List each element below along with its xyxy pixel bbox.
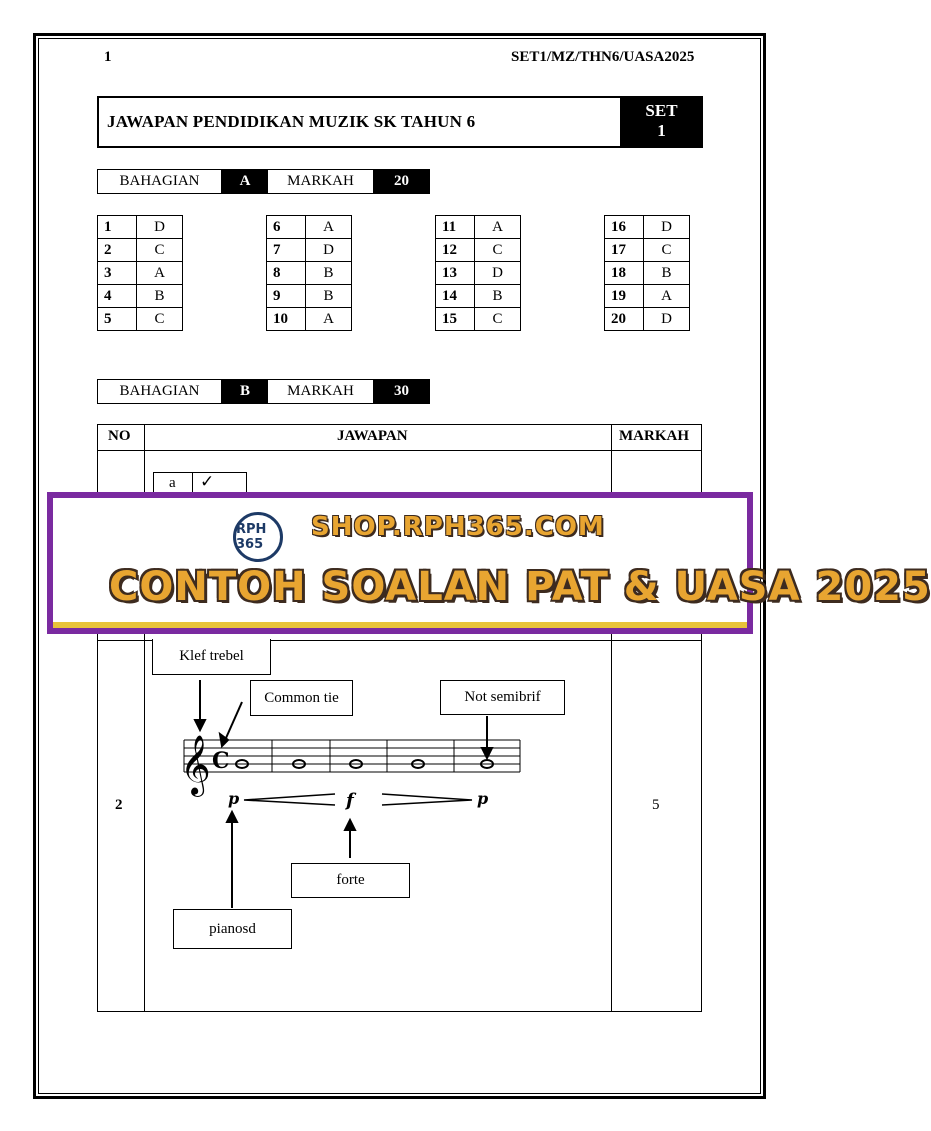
dynamic-f: f: [346, 790, 354, 811]
question-number: 9: [267, 285, 306, 308]
answer-value: B: [644, 262, 690, 285]
treble-clef-icon: 𝄞: [180, 735, 211, 795]
label-klef-trebel: Klef trebel: [152, 639, 271, 675]
table-row: [98, 308, 183, 331]
bahagian-value: A: [222, 170, 268, 193]
question-number: 14: [436, 285, 475, 308]
table-row: [98, 216, 183, 239]
table-row: [267, 239, 352, 262]
markah-value: 30: [374, 380, 429, 403]
title-box: [97, 96, 703, 148]
table-row: [436, 308, 521, 331]
table-row: [267, 285, 352, 308]
table-row: [605, 239, 690, 262]
column-header-markah: MARKAH: [619, 428, 689, 444]
table-row: [436, 285, 521, 308]
question-number: 18: [605, 262, 644, 285]
page-number: 1: [104, 49, 112, 65]
banner-headline: CONTOH SOALAN PAT & UASA 2025: [109, 564, 931, 610]
table-row: [605, 216, 690, 239]
markah-label: MARKAH: [268, 170, 374, 193]
answer-value: B: [137, 285, 183, 308]
answer-value: A: [306, 216, 352, 239]
answer-value: C: [137, 308, 183, 331]
dynamic-p-end: p: [477, 789, 489, 808]
answer-value: C: [644, 239, 690, 262]
option-letter: a: [169, 475, 176, 491]
section-b-header: [97, 379, 430, 404]
label-not-semibrif: Not semibrif: [440, 680, 565, 715]
arrow-down-icon: [195, 720, 205, 730]
music-staff-diagram: [150, 670, 550, 910]
check-icon: ✓: [200, 472, 215, 492]
document-title: JAWAPAN PENDIDIKAN MUZIK SK TAHUN 6: [107, 112, 476, 131]
document-code: SET1/MZ/THN6/UASA2025: [511, 49, 695, 65]
dynamic-p-start: p: [228, 789, 240, 808]
rph365-logo: RPH 365: [233, 512, 283, 562]
question-number: 2: [98, 239, 137, 262]
bahagian-label: BAHAGIAN: [98, 380, 222, 403]
promo-banner: [47, 492, 931, 634]
question-number: 16: [605, 216, 644, 239]
table-row: [98, 285, 183, 308]
answer-table-1: [97, 215, 183, 331]
bahagian-label: BAHAGIAN: [98, 170, 222, 193]
question-number: 13: [436, 262, 475, 285]
answer-value: D: [137, 216, 183, 239]
table-row: [98, 262, 183, 285]
column-header-no: NO: [108, 428, 131, 444]
question-number: 1: [98, 216, 137, 239]
table-row: [436, 216, 521, 239]
question-number: 4: [98, 285, 137, 308]
answer-value: A: [306, 308, 352, 331]
banner-site-text: SHOP.RPH365.COM: [311, 512, 605, 542]
option-box: [153, 472, 247, 494]
answer-value: A: [475, 216, 521, 239]
question-number: 20: [605, 308, 644, 331]
answer-value: A: [644, 285, 690, 308]
question-number: 12: [436, 239, 475, 262]
answer-value: A: [137, 262, 183, 285]
set-number: 1: [657, 121, 666, 140]
answer-value: D: [644, 308, 690, 331]
answer-table-2: [266, 215, 352, 331]
table-row: [267, 308, 352, 331]
answer-table-3: [435, 215, 521, 331]
arrow-up-icon: [227, 812, 237, 822]
question-number: 19: [605, 285, 644, 308]
table-row: [98, 239, 183, 262]
question-number: 17: [605, 239, 644, 262]
answer-table-4: [604, 215, 690, 331]
bahagian-value: B: [222, 380, 268, 403]
question-number: 10: [267, 308, 306, 331]
column-header-jawapan: JAWAPAN: [337, 428, 408, 444]
row-number: 2: [115, 797, 123, 813]
header-divider: [97, 450, 702, 451]
table-row: [605, 262, 690, 285]
table-row: [605, 308, 690, 331]
table-row: [436, 262, 521, 285]
question-number: 3: [98, 262, 137, 285]
question-number: 7: [267, 239, 306, 262]
question-number: 11: [436, 216, 475, 239]
table-row: [267, 262, 352, 285]
table-row: [436, 239, 521, 262]
table-row: [267, 216, 352, 239]
question-number: 8: [267, 262, 306, 285]
answer-value: C: [475, 239, 521, 262]
common-time-icon: C: [212, 748, 230, 774]
label-pianosd: pianosd: [173, 909, 292, 949]
answer-value: C: [137, 239, 183, 262]
set-badge: [620, 96, 703, 148]
crescendo-hairpin: [244, 794, 335, 805]
arrow-up-icon: [345, 820, 355, 830]
question-number: 15: [436, 308, 475, 331]
answer-value: D: [475, 262, 521, 285]
answer-value: B: [306, 262, 352, 285]
row-markah: 5: [652, 797, 660, 813]
label-forte: forte: [291, 863, 410, 898]
label-common-tie: Common tie: [250, 680, 353, 716]
markah-label: MARKAH: [268, 380, 374, 403]
table-row: [605, 285, 690, 308]
answer-value: D: [644, 216, 690, 239]
question-number: 5: [98, 308, 137, 331]
answer-value: D: [306, 239, 352, 262]
answer-value: C: [475, 308, 521, 331]
question-number: 6: [267, 216, 306, 239]
decrescendo-hairpin: [382, 794, 472, 805]
set-label: SET: [645, 101, 678, 120]
answer-value: B: [306, 285, 352, 308]
answer-value: B: [475, 285, 521, 308]
section-a-header: [97, 169, 430, 194]
markah-value: 20: [374, 170, 429, 193]
